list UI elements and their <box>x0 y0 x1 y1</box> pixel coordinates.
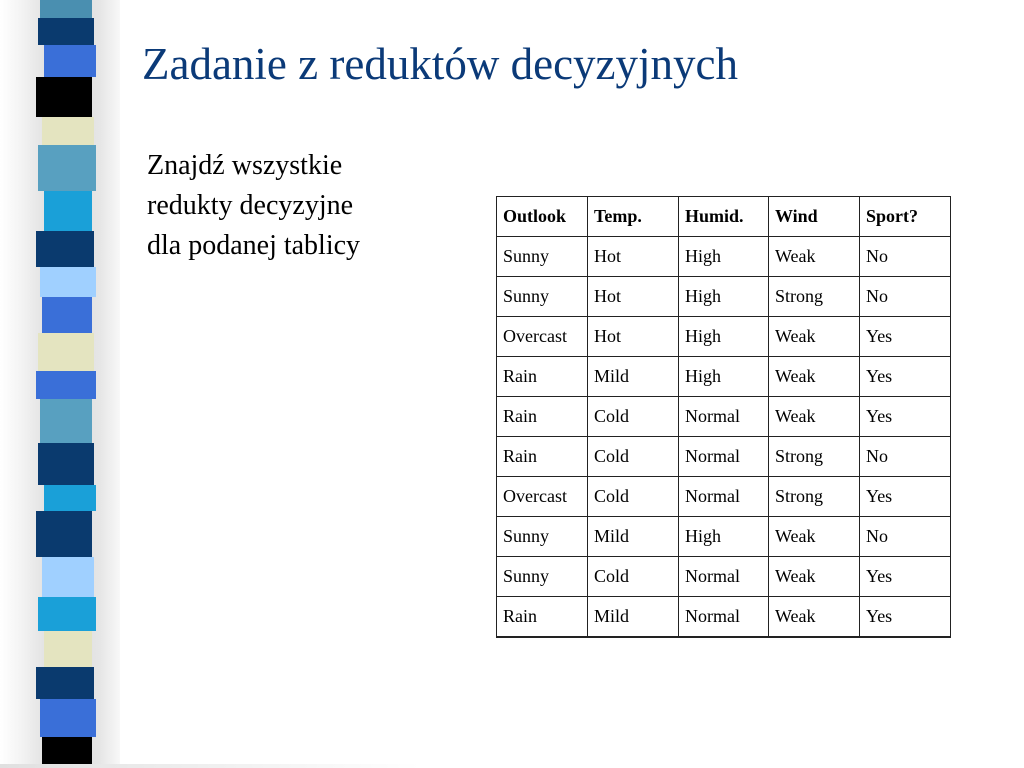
table-cell: Weak <box>769 317 860 357</box>
table-cell: Mild <box>588 597 679 638</box>
table-cell: Strong <box>769 477 860 517</box>
table-cell: High <box>679 237 769 277</box>
table-cell: No <box>860 517 951 557</box>
stripe-segment <box>36 511 92 557</box>
table-cell: Weak <box>769 517 860 557</box>
table-row <box>497 357 951 397</box>
table-cell: Sunny <box>497 517 588 557</box>
table-cell: High <box>679 357 769 397</box>
table-cell: Strong <box>769 437 860 477</box>
table-row <box>497 477 951 517</box>
stripe-segment <box>42 557 94 597</box>
column-header: Temp. <box>588 197 679 237</box>
stripe-segment <box>38 18 94 45</box>
table-row <box>497 597 951 638</box>
table-cell: High <box>679 317 769 357</box>
table-cell: Weak <box>769 397 860 437</box>
table-cell: Hot <box>588 277 679 317</box>
stripe-segment <box>44 45 96 77</box>
table-cell: Normal <box>679 557 769 597</box>
table-cell: Cold <box>588 557 679 597</box>
table-cell: Strong <box>769 277 860 317</box>
table-cell: No <box>860 437 951 477</box>
table-cell: Cold <box>588 397 679 437</box>
table-row <box>497 517 951 557</box>
table-cell: Overcast <box>497 477 588 517</box>
table-row <box>497 557 951 597</box>
stripe-segment <box>44 191 92 231</box>
table-cell: Yes <box>860 317 951 357</box>
instruction-line: Znajdź wszystkie <box>147 150 343 181</box>
instruction-line: dla podanej tablicy <box>147 230 361 261</box>
table-cell: Mild <box>588 357 679 397</box>
stripe-segment <box>44 485 96 511</box>
table-cell: Weak <box>769 597 860 638</box>
column-header: Sport? <box>860 197 951 237</box>
table-cell: Sunny <box>497 277 588 317</box>
table-cell: Rain <box>497 437 588 477</box>
table-row <box>497 277 951 317</box>
table-cell: Yes <box>860 597 951 638</box>
stripe-segment <box>40 399 92 443</box>
table-cell: Normal <box>679 597 769 638</box>
stripe-segment <box>38 443 94 485</box>
stripe-segment <box>38 597 96 631</box>
table-row <box>497 437 951 477</box>
table-row <box>497 317 951 357</box>
stripe-segment <box>38 145 96 191</box>
decorative-side-strip <box>0 0 120 768</box>
table-cell: Mild <box>588 517 679 557</box>
bottom-rule <box>0 764 420 768</box>
table-cell: Cold <box>588 477 679 517</box>
table-cell: Rain <box>497 397 588 437</box>
table-cell: No <box>860 277 951 317</box>
instruction-text <box>147 146 447 266</box>
column-header: Humid. <box>679 197 769 237</box>
stripe-segment <box>40 0 92 18</box>
table-cell: Weak <box>769 237 860 277</box>
table-cell: Rain <box>497 357 588 397</box>
slide-title: Zadanie z reduktów decyzyjnych <box>142 39 738 89</box>
table-cell: Sunny <box>497 237 588 277</box>
table-header-row <box>497 197 951 237</box>
stripe-segment <box>40 267 96 297</box>
table-cell: No <box>860 237 951 277</box>
stripe-segment <box>42 297 92 333</box>
table-cell: Hot <box>588 237 679 277</box>
table-cell: Yes <box>860 557 951 597</box>
table-cell: Normal <box>679 477 769 517</box>
stripe-segment <box>36 231 94 267</box>
table-cell: Yes <box>860 397 951 437</box>
stripe-segment <box>42 117 94 145</box>
table-cell: Sunny <box>497 557 588 597</box>
stripe-segment <box>36 371 96 399</box>
table-cell: Weak <box>769 557 860 597</box>
table-cell: Cold <box>588 437 679 477</box>
table-cell: Normal <box>679 397 769 437</box>
table-cell: Normal <box>679 437 769 477</box>
stripe-segment <box>36 77 92 117</box>
table-cell: High <box>679 517 769 557</box>
column-header: Outlook <box>497 197 588 237</box>
instruction-line: redukty decyzyjne <box>147 190 354 221</box>
column-header: Wind <box>769 197 860 237</box>
stripe-segment <box>40 699 96 737</box>
table-cell: Overcast <box>497 317 588 357</box>
table-row <box>497 397 951 437</box>
stripe-segment <box>44 631 92 667</box>
stripe-segment <box>36 667 94 699</box>
table-cell: Yes <box>860 477 951 517</box>
table-row <box>497 237 951 277</box>
table-cell: Rain <box>497 597 588 638</box>
decision-table <box>496 196 951 638</box>
table-cell: Hot <box>588 317 679 357</box>
table-cell: High <box>679 277 769 317</box>
stripe-segment <box>38 333 94 371</box>
table-cell: Yes <box>860 357 951 397</box>
table-cell: Weak <box>769 357 860 397</box>
